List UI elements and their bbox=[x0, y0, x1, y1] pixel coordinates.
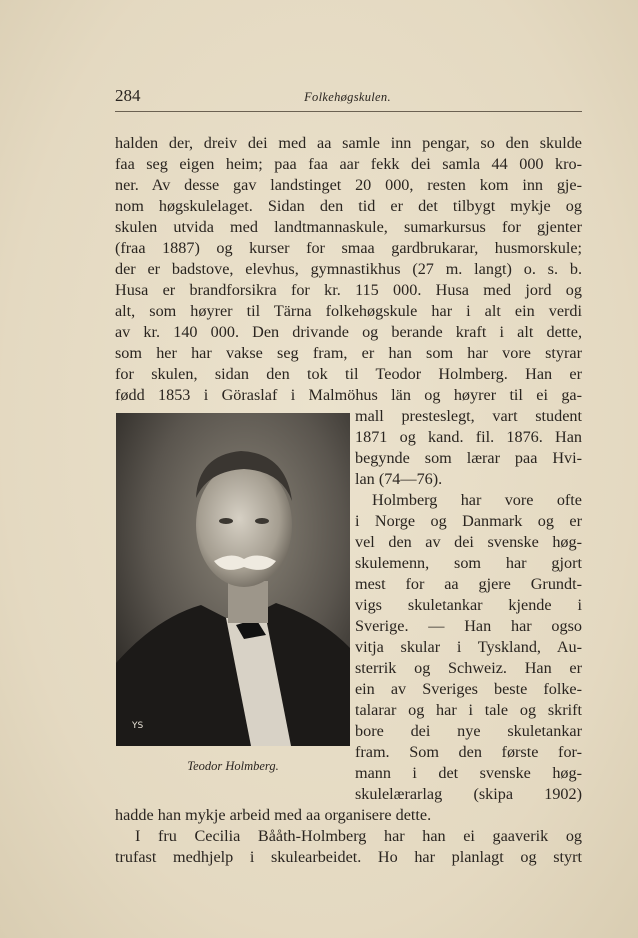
text-line: trufast medhjelp i skulearbeidet. Ho har planlagt og styrt bbox=[115, 848, 582, 866]
page-number: 284 bbox=[115, 86, 141, 105]
text-line: Husa er brandforsikra for kr. 115 000. Husa med jord og bbox=[115, 281, 582, 299]
text-line: skulen utvida med landtmannaskule, sumarkursus for gjenter bbox=[115, 218, 582, 236]
text-line: alt, som høyrer til Tärna folkehøgskule har i alt ein verdi bbox=[115, 302, 582, 320]
text-line: vel den av dei svenske høg- bbox=[355, 533, 582, 551]
text-line: sterrik og Schweiz. Han er bbox=[355, 659, 582, 677]
text-line: vitja skular i Tyskland, Au- bbox=[355, 638, 582, 656]
text-line: hadde han mykje arbeid med aa organisere dette. bbox=[115, 806, 432, 824]
text-line: bore dei nye skuletankar bbox=[355, 722, 582, 740]
text-line: der er badstove, elevhus, gymnastikhus (27 m. langt) o. s. b. bbox=[115, 260, 582, 278]
text-line: begynde som lærar paa Hvi- bbox=[355, 449, 582, 467]
text-line: skulemenn, som har gjort bbox=[355, 554, 582, 572]
photo-caption: Teodor Holmberg. bbox=[187, 759, 279, 773]
text-line: for skulen, sidan den tok til Teodor Holmberg. Han er bbox=[115, 365, 582, 383]
text-line: Holmberg har vore ofte bbox=[372, 491, 582, 509]
text-line: vigs skuletankar kjende i bbox=[355, 596, 582, 614]
text-line: ein av Sveriges beste folke- bbox=[355, 680, 582, 698]
text-line: mann i det svenske høg- bbox=[355, 764, 582, 782]
text-line: fram. Som den første for- bbox=[355, 743, 582, 761]
text-line: skulelærarlag (skipa 1902) bbox=[355, 785, 582, 803]
text-line: i Norge og Danmark og er bbox=[355, 512, 582, 530]
text-line: 1871 og kand. fil. 1876. Han bbox=[355, 428, 582, 446]
text-line: faa seg eigen heim; paa faa aar fekk dei samla 44 000 kro- bbox=[115, 155, 582, 173]
text-line: fødd 1853 i Göraslaf i Malmöhus län og høyrer til ei ga- bbox=[115, 386, 582, 404]
text-line: Sverige. — Han har ogso bbox=[355, 617, 582, 635]
photo-monogram: YS bbox=[132, 721, 144, 731]
text-line: (fraa 1887) og kurser for smaa gardbrukarar, husmorskule; bbox=[115, 239, 582, 257]
text-line: mest for aa gjere Grundt- bbox=[355, 575, 582, 593]
text-line: nom høgskulelaget. Sidan den tid er det tilbygt mykje og bbox=[115, 197, 582, 215]
text-line: ner. Av desse gav landstinget 20 000, resten kom inn gje- bbox=[115, 176, 582, 194]
text-line: lan (74—76). bbox=[355, 470, 443, 488]
header-rule bbox=[115, 111, 582, 112]
text-line: av kr. 140 000. Den drivande og berande kraft i alt dette, bbox=[115, 323, 582, 341]
text-line: I fru Cecilia Bååth-Holmberg har han ei gaaverik og bbox=[135, 827, 582, 845]
running-title: Folkehøgskulen. bbox=[304, 90, 391, 104]
page-header bbox=[115, 86, 580, 108]
text-line: som her har vakse seg fram, er han som har vore styrar bbox=[115, 344, 582, 362]
portrait-photo bbox=[116, 413, 350, 746]
text-line: talarar og har i tale og skrift bbox=[355, 701, 582, 719]
text-line: halden der, dreiv dei med aa samle inn pengar, so den skulde bbox=[115, 134, 582, 152]
text-line: mall presteslegt, vart student bbox=[355, 407, 582, 425]
